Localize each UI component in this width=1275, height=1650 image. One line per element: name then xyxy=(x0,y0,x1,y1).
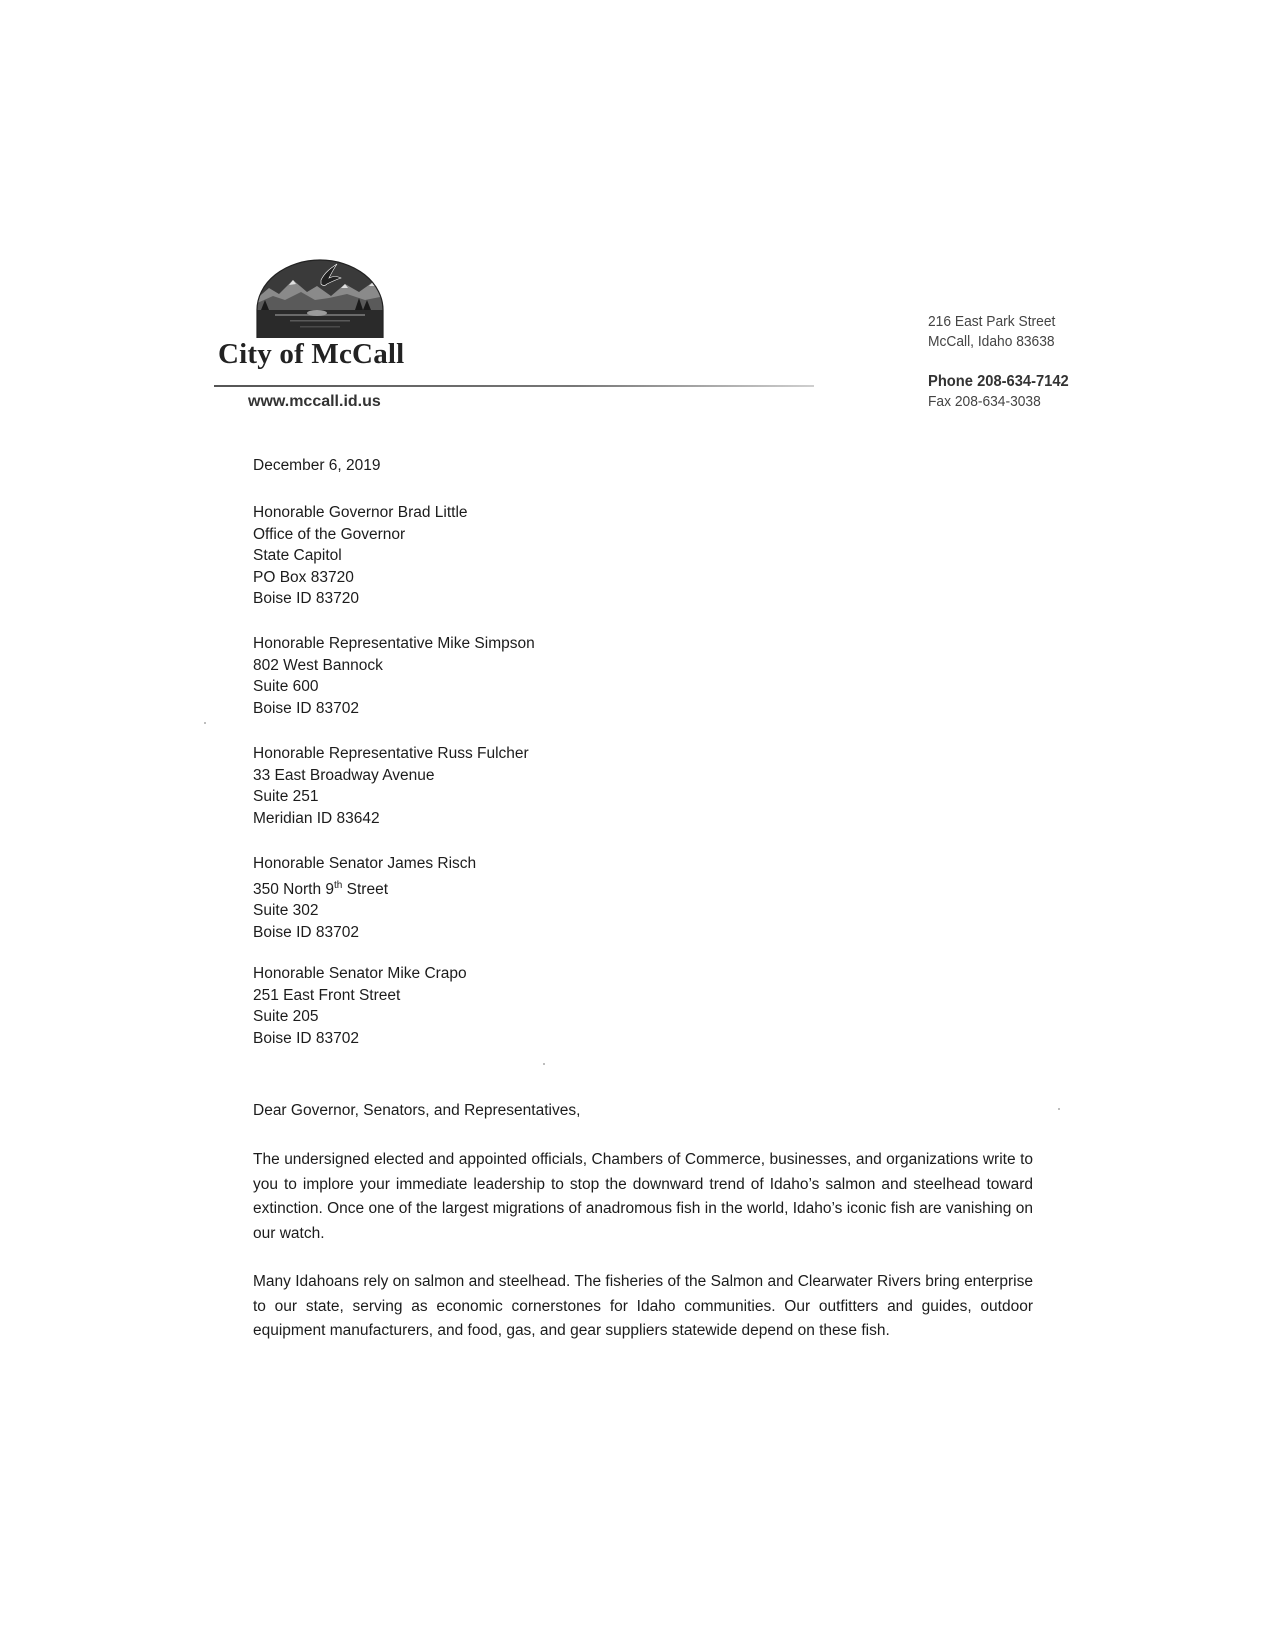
phone-number: Phone 208-634-7142 xyxy=(928,373,1069,390)
recipient-name: Honorable Senator James Risch xyxy=(253,855,477,872)
scan-speck xyxy=(1058,1108,1060,1110)
city-logo-icon xyxy=(255,258,385,340)
body-paragraph: The undersigned elected and appointed officials, Chambers of Commerce, businesses, and organizations write to you to implore your immediate leadership to stop the downward trend of Idaho’s salmon and steelhead toward extinction. Once one of the largest migrations of anadromous fish in the world, Idaho’s iconic fish are vanishing on our watch. xyxy=(253,1151,1033,1242)
recipient-address-block xyxy=(253,502,468,610)
recipient-street: 350 North 9th Street xyxy=(253,879,389,898)
recipient-line: PO Box 83720 xyxy=(253,568,354,586)
recipient-line: State Capitol xyxy=(253,547,342,564)
recipient-address-block xyxy=(253,743,529,829)
recipient-line: 251 East Front Street xyxy=(253,986,401,1004)
recipient-name: Honorable Senator Mike Crapo xyxy=(253,965,467,982)
recipient-line: Office of the Governor xyxy=(253,525,406,543)
recipient-line: Suite 302 xyxy=(253,902,319,920)
city-name-heading: City of McCall xyxy=(218,338,405,370)
header-divider xyxy=(214,385,814,387)
letter-date: December 6, 2019 xyxy=(253,457,381,474)
address-line-1: 216 East Park Street xyxy=(928,313,1056,330)
recipient-address-block xyxy=(253,963,467,1049)
recipient-name: Honorable Representative Mike Simpson xyxy=(253,635,535,652)
recipient-line: Boise ID 83702 xyxy=(253,699,359,717)
recipient-name: Honorable Representative Russ Fulcher xyxy=(253,745,529,762)
recipient-line: Suite 205 xyxy=(253,1008,319,1025)
recipient-line: 802 West Bannock xyxy=(253,656,383,674)
recipient-line: Suite 600 xyxy=(253,678,319,695)
contact-block xyxy=(928,312,1069,412)
body-paragraph: Many Idahoans rely on salmon and steelhead. The fisheries of the Salmon and Clearwater Rivers bring enterprise to our state, serving as economic cornerstones for Idaho communities. Our outfitters and guides, outdoor equipment manufacturers, and food, gas, and gear suppliers statewide depend on these fish. xyxy=(253,1273,1033,1339)
recipient-line: Suite 251 xyxy=(253,788,319,805)
recipient-line: Boise ID 83720 xyxy=(253,590,359,607)
scan-speck xyxy=(204,722,206,724)
address-line-2: McCall, Idaho 83638 xyxy=(928,333,1055,350)
fax-number: Fax 208-634-3038 xyxy=(928,393,1041,410)
recipient-address-block xyxy=(253,853,476,943)
recipient-name: Honorable Governor Brad Little xyxy=(253,504,468,521)
recipient-line: Boise ID 83702 xyxy=(253,1029,359,1047)
salutation: Dear Governor, Senators, and Representatives, xyxy=(253,1102,581,1119)
recipient-line: Boise ID 83702 xyxy=(253,923,359,941)
recipient-address-block xyxy=(253,633,535,719)
recipient-line: Meridian ID 83642 xyxy=(253,809,380,827)
city-website-link[interactable]: www.mccall.id.us xyxy=(248,393,381,410)
scan-speck xyxy=(543,1063,545,1065)
recipient-line: 33 East Broadway Avenue xyxy=(253,766,435,784)
